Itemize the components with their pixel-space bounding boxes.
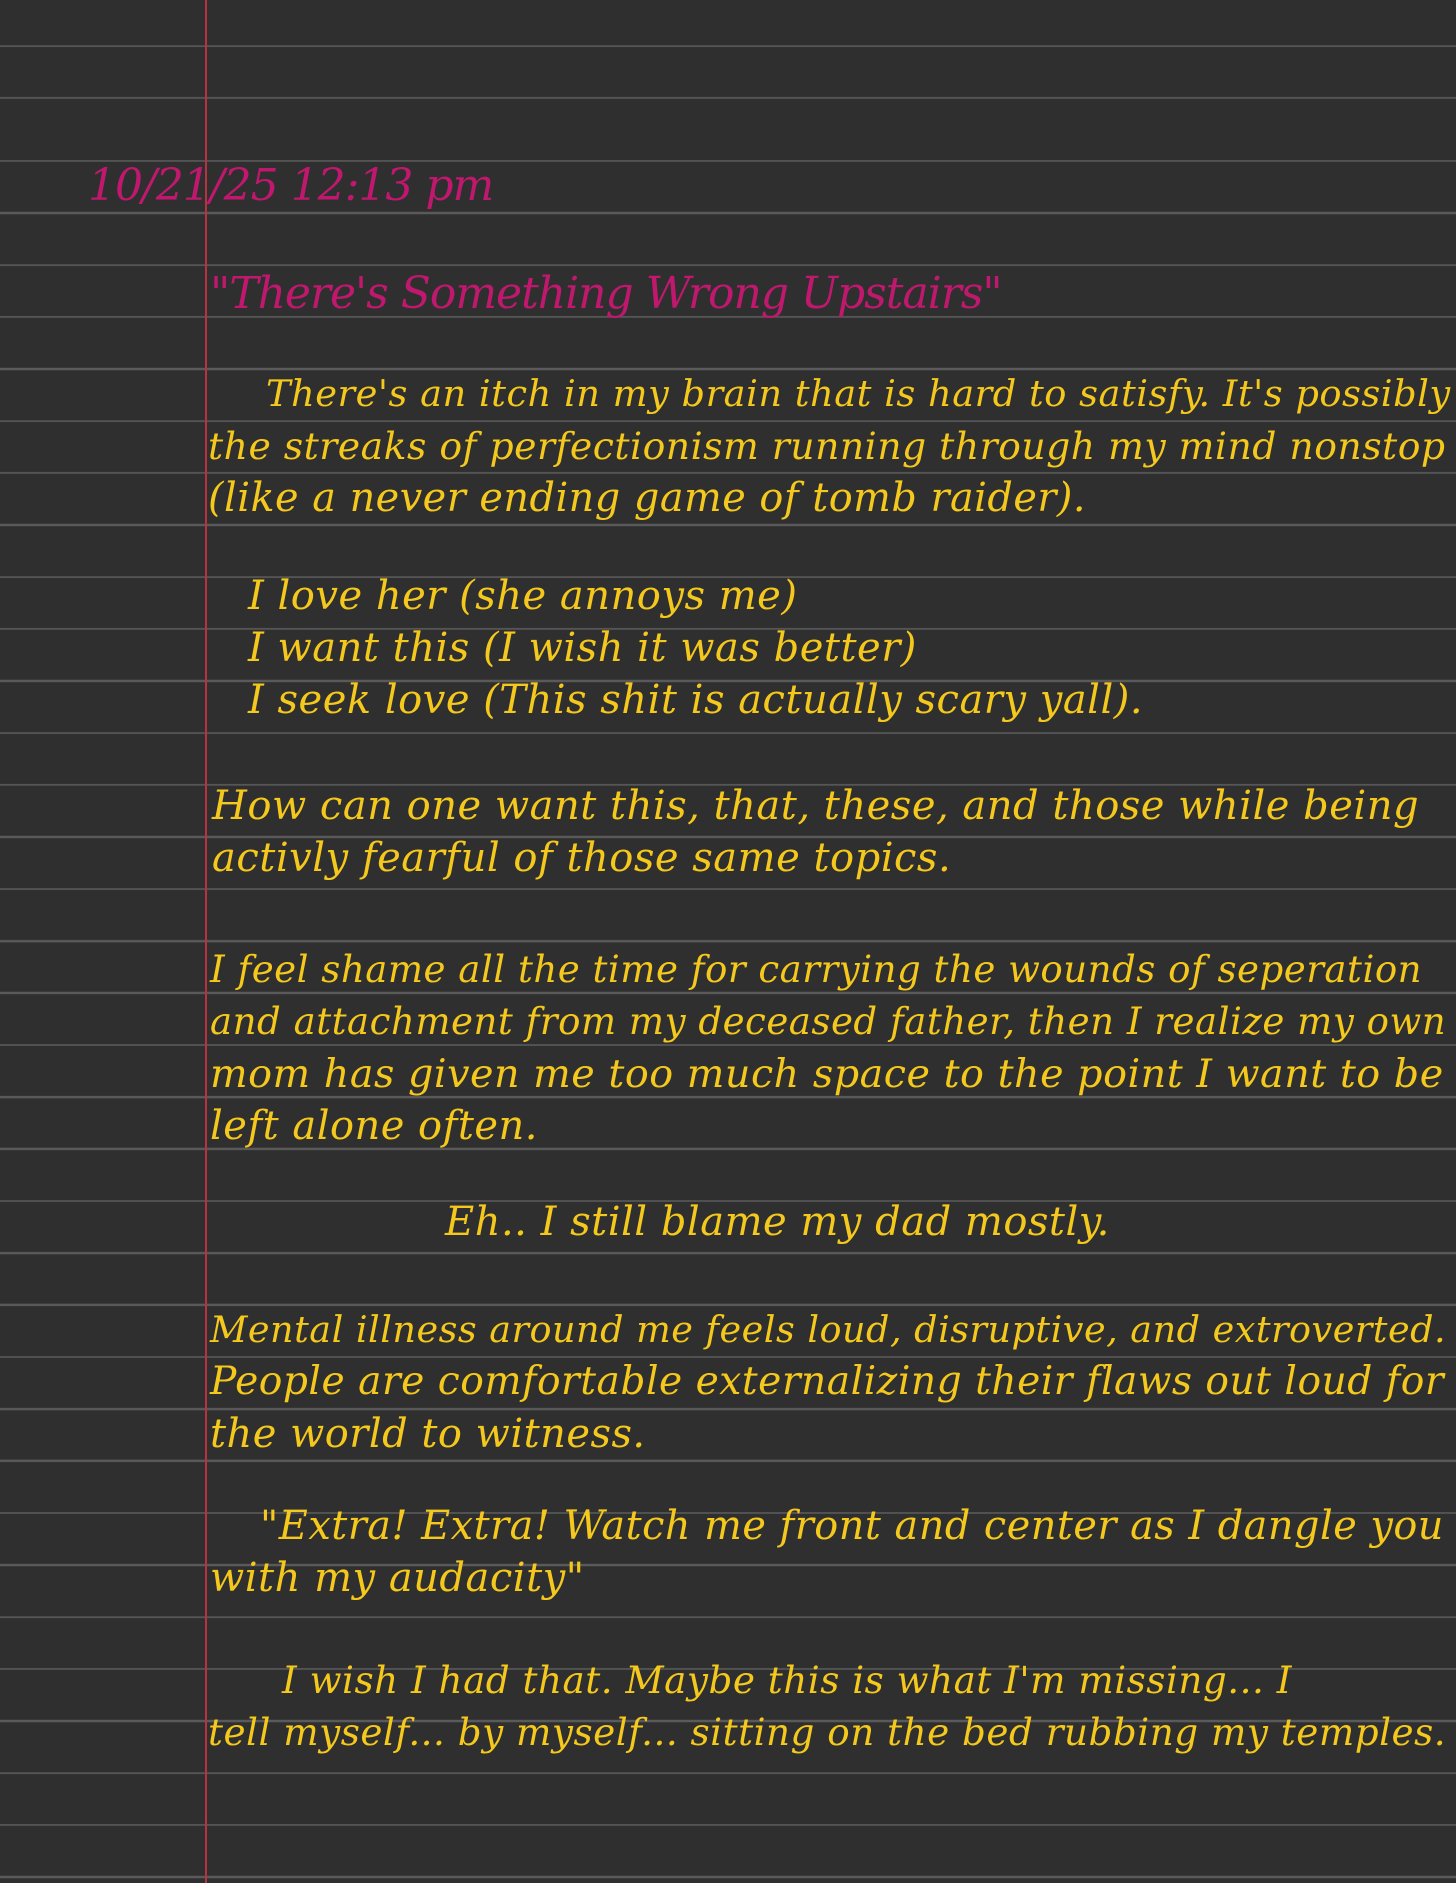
paragraph-3 [210, 944, 1446, 1152]
paragraph-2 [212, 780, 1419, 884]
paragraph-2-line: How can one want this, that, these, and those while being [212, 783, 1420, 829]
entry-timestamp: 10/21/25 12:13 pm [88, 160, 494, 211]
list-item: I want this (I wish it was better) [248, 625, 917, 671]
list-item: I love her (she annoys me) [248, 573, 798, 619]
paragraph-1-line: the streaks of perfectionism running through my mind nonstop [208, 424, 1446, 468]
entry-title: "There's Something Wrong Upstairs" [210, 268, 1002, 319]
paragraph-5-line: tell myself... by myself... sitting on the bed rubbing my temples. [208, 1710, 1447, 1754]
paragraph-3-line: I feel shame all the time for carrying the wounds of seperation [210, 948, 1423, 991]
paragraph-4 [210, 1304, 1446, 1460]
list-item: I seek love (This shit is actually scary yall). [248, 677, 1144, 723]
paragraph-2-line: activly fearful of those same topics. [212, 835, 952, 881]
quote-block [210, 1500, 1444, 1604]
feelings-list [248, 570, 1143, 726]
paragraph-1-line: (like a never ending game of tomb raider). [208, 475, 1087, 521]
paragraph-3-line: and attachment from my deceased father, then I realize my own [210, 1000, 1447, 1043]
paragraph-4-line: People are comfortable externalizing their flaws out loud for [210, 1359, 1445, 1404]
aside-note: Eh.. I still blame my dad mostly. [445, 1199, 1110, 1245]
paragraph-3-line: left alone often. [210, 1103, 538, 1149]
paragraph-1-line: There's an itch in my brain that is hard to satisfy. It's possibly [266, 372, 1451, 415]
paragraph-5-line: I wish I had that. Maybe this is what I'm missing... I [282, 1658, 1292, 1702]
paragraph-4-line: Mental illness around me feels loud, disruptive, and extroverted. [210, 1308, 1447, 1351]
quote-line: "Extra! Extra! Watch me front and center as I dangle you [260, 1503, 1444, 1549]
paragraph-4-line: the world to witness. [210, 1411, 646, 1457]
paragraph-1 [208, 368, 1451, 524]
quote-line: with my audacity" [210, 1555, 585, 1601]
paragraph-3-line: mom has given me too much space to the point I want to be [210, 1051, 1444, 1097]
margin-line [205, 0, 207, 1883]
paragraph-5 [208, 1654, 1446, 1758]
